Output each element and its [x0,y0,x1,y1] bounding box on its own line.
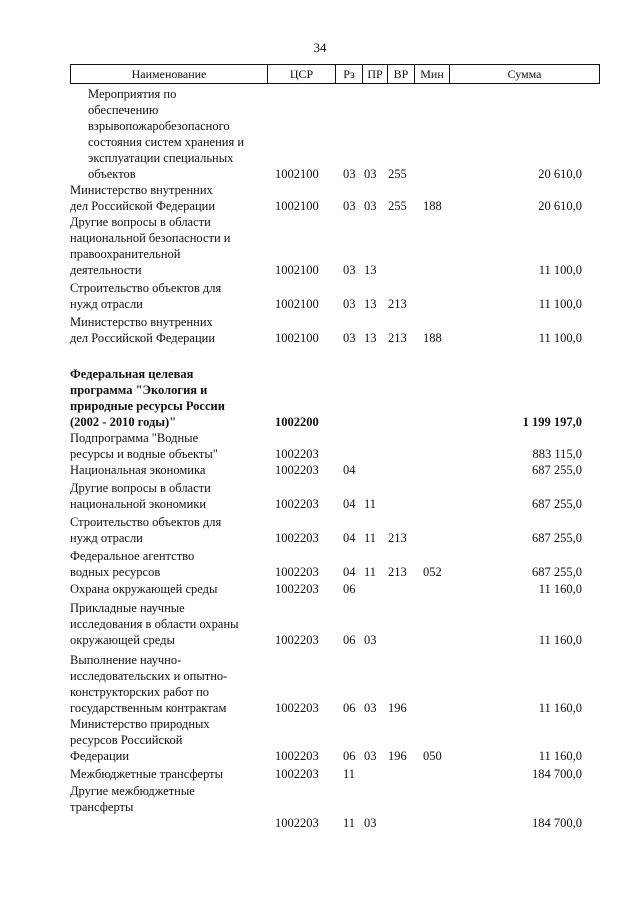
row-sum: 20 610,0 [538,167,582,181]
row-sum: 11 160,0 [538,701,582,715]
row-name: Федеральная целевая программа "Экология и природные ресурсы России (2002 - 2010 годы)" [70,367,225,429]
row-name: Федеральное агентство водных ресурсов [70,549,195,579]
header-sum: Сумма [507,67,542,81]
row-name: Другие вопросы в области национальной безопасности и правоохранительной деятельности [70,215,231,277]
table-row [0,652,640,716]
row-rz: 04 [343,565,356,579]
row-sum: 20 610,0 [538,199,582,213]
row-name: Министерство природных ресурсов Российской Федерации [70,717,210,763]
row-pr: 13 [364,297,377,311]
row-csr: 1002203 [275,633,319,647]
row-csr: 1002203 [275,749,319,763]
row-name: Другие вопросы в области национальной экономики [70,481,211,511]
row-pr: 13 [364,263,377,277]
row-rz: 06 [343,749,356,763]
row-sum: 883 115,0 [532,447,582,461]
header-vr: ВР [393,67,409,81]
row-pr: 03 [364,701,377,715]
row-vr: 196 [388,749,407,763]
row-rz: 11 [343,767,356,781]
row-sum: 687 255,0 [532,531,582,545]
table-row [0,514,640,546]
row-sum: 184 700,0 [532,816,582,830]
row-rz: 04 [343,497,356,511]
row-min: 188 [423,331,442,345]
table-row [0,600,640,648]
row-vr: 213 [388,297,407,311]
row-name: Прикладные научные исследования в области охраны окружающей среды [70,601,239,647]
row-rz: 03 [343,331,356,345]
row-min: 050 [423,749,442,763]
row-csr: 1002100 [275,199,319,213]
row-vr: 255 [388,167,407,181]
row-csr: 1002203 [275,582,319,596]
row-rz: 06 [343,582,356,596]
row-min: 188 [423,199,442,213]
header-min: Мин [420,67,444,81]
row-rz: 06 [343,633,356,647]
header-csr: ЦСР [289,67,314,81]
row-sum: 687 255,0 [532,497,582,511]
row-sum: 11 100,0 [538,331,582,345]
row-sum: 1 199 197,0 [522,415,582,429]
row-vr: 196 [388,701,407,715]
row-sum: 11 160,0 [538,633,582,647]
row-csr: 1002203 [275,565,319,579]
row-pr: 11 [364,531,377,545]
row-name: Мероприятия по обеспечению взрывопожаробезопасного состояния систем хранения и эксплуатации специальных объектов [88,87,245,181]
row-sum: 11 100,0 [538,297,582,311]
row-rz: 03 [343,297,356,311]
row-csr: 1002203 [275,463,319,477]
header-name: Наименование [131,67,207,81]
row-sum: 687 255,0 [532,463,582,477]
row-name: Охрана окружающей среды [70,582,218,596]
row-name: Строительство объектов для нужд отрасли [70,281,222,311]
row-sum: 687 255,0 [532,565,582,579]
row-name: Министерство внутренних дел Российской Федерации [70,183,216,213]
row-vr: 213 [388,565,407,579]
row-vr: 255 [388,199,407,213]
table-row [0,783,640,831]
table-row [0,462,640,478]
table-row [0,480,640,512]
row-rz: 04 [343,531,356,545]
row-pr: 03 [364,816,377,830]
page-number: 34 [313,40,327,55]
row-pr: 03 [364,167,377,181]
row-csr: 1002100 [275,167,319,181]
row-pr: 03 [364,199,377,213]
row-pr: 11 [364,497,377,511]
row-csr: 1002100 [275,263,319,277]
table-row [0,766,640,782]
row-rz: 06 [343,701,356,715]
table-row [0,548,640,580]
row-vr: 213 [388,331,407,345]
table-row [0,182,640,214]
header-rz: Рз [343,67,355,81]
row-csr: 1002203 [275,497,319,511]
row-name: Другие межбюджетные трансферты [70,784,195,814]
row-name: Министерство внутренних дел Российской Федерации [70,315,216,345]
row-csr: 1002100 [275,297,319,311]
row-rz: 03 [343,167,356,181]
table-row [0,280,640,312]
row-sum: 11 100,0 [538,263,582,277]
header-pr: ПР [367,67,383,81]
table-row-program [0,366,640,430]
row-rz: 04 [343,463,356,477]
table-row [0,86,640,182]
row-sum: 11 160,0 [538,582,582,596]
row-rz: 03 [343,263,356,277]
row-csr: 1002203 [275,767,319,781]
row-csr: 1002203 [275,701,319,715]
table-header [70,64,600,84]
row-name: Подпрограмма "Водные ресурсы и водные объекты" [70,431,218,461]
table-row [0,430,640,462]
table-row [0,581,640,597]
row-csr: 1002100 [275,331,319,345]
row-rz: 11 [343,816,356,830]
row-pr: 03 [364,749,377,763]
row-csr: 1002203 [275,816,319,830]
row-sum: 11 160,0 [538,749,582,763]
row-name: Национальная экономика [70,463,206,477]
row-vr: 213 [388,531,407,545]
row-csr: 1002203 [275,447,319,461]
table-row [0,314,640,346]
row-name: Выполнение научно- исследовательских и опытно- конструкторских работ по государственным контрактам [70,653,228,715]
row-min: 052 [423,565,442,579]
row-pr: 13 [364,331,377,345]
row-pr: 11 [364,565,377,579]
row-rz: 03 [343,199,356,213]
row-csr: 1002200 [275,415,319,429]
row-name: Строительство объектов для нужд отрасли [70,515,222,545]
row-name: Межбюджетные трансферты [70,767,224,781]
table-row [0,716,640,764]
row-sum: 184 700,0 [532,767,582,781]
table-row [0,214,640,278]
row-csr: 1002203 [275,531,319,545]
row-pr: 03 [364,633,377,647]
